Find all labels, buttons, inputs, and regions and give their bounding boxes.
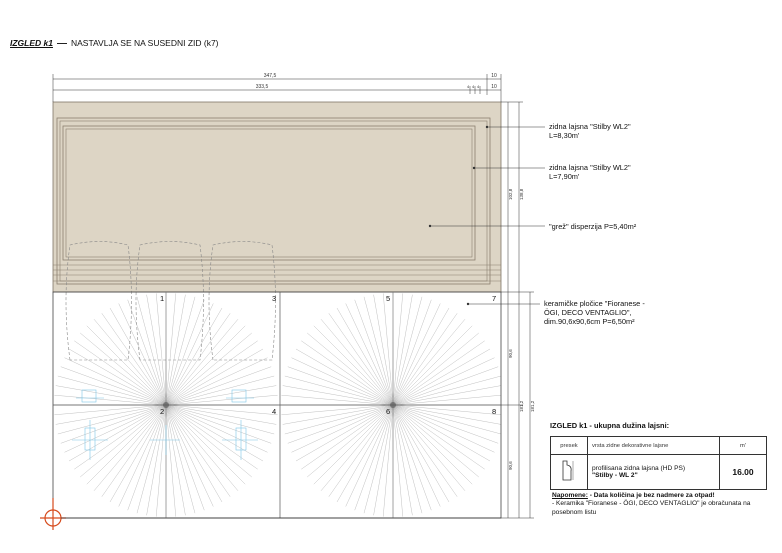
tile-number: 7: [492, 294, 497, 303]
tile-ray: [393, 405, 490, 461]
legend-col-section: presek: [551, 437, 588, 455]
tile-ray: [393, 405, 431, 510]
tile-ray: [393, 293, 403, 405]
tile-ray: [166, 300, 204, 405]
view-title-block: [10, 38, 219, 48]
annotation-line: L=8,30m': [549, 131, 580, 140]
top-dimension-lines: [53, 74, 501, 102]
tile-ray: [393, 405, 501, 415]
tile-ray: [355, 300, 393, 405]
tile-ray: [285, 376, 393, 405]
dim-small: 4: [467, 84, 470, 89]
tile-ray: [281, 405, 393, 415]
tile-ray: [166, 297, 195, 405]
tile-number: 1: [160, 294, 165, 303]
tile-ray: [156, 405, 166, 517]
tile-ray: [346, 304, 393, 406]
tile-ray: [58, 405, 166, 434]
tile-ray: [128, 300, 166, 405]
annotation-tiles: [544, 299, 645, 326]
tile-ray: [393, 405, 498, 443]
annotation-line: L=7,90m': [549, 172, 580, 181]
tile-ray: [288, 405, 393, 443]
tile-ray: [393, 405, 440, 507]
tile-number: 6: [386, 407, 391, 416]
origin-marker-icon: [40, 498, 66, 530]
tile-ray: [156, 293, 166, 405]
leader-dot: [467, 303, 469, 305]
continuation-note: NASTAVLJA SE NA SUSEDNI ZID (k7): [70, 38, 219, 48]
tile-ray: [393, 349, 490, 405]
tile-ray: [166, 405, 278, 415]
tile-ray: [364, 405, 393, 513]
tile-ray: [137, 405, 166, 513]
tile-ray: [58, 376, 166, 405]
tile-ray: [393, 395, 501, 405]
legend-title: IZGLED k1 - ukupna dužina lajsni:: [550, 421, 670, 430]
tile-ray: [65, 405, 167, 452]
legend-table: [550, 436, 767, 490]
notes-block: [552, 492, 767, 517]
annotation-line: zidna lajsna "Stilby WL2": [549, 163, 631, 172]
tile-ray: [281, 395, 393, 405]
tile-ray: [346, 405, 393, 507]
tile-number: 4: [272, 407, 277, 416]
annotation-line: "grež" disperzija P=5,40m²: [549, 222, 637, 231]
tile-ray: [383, 405, 393, 517]
tile-ray: [61, 405, 166, 443]
tile-ray: [393, 367, 498, 405]
annotation-outer-molding: [549, 122, 631, 140]
tile-ray: [364, 297, 393, 405]
dim-right-total: 138,8: [519, 188, 524, 200]
tile-ray: [166, 405, 268, 452]
tile-ray: [292, 358, 394, 405]
tile-ray: [166, 367, 271, 405]
dim-small: 4: [477, 84, 480, 89]
notes-line2: - Keramika "Fioranese - ÖGI, DECO VENTAGLIO" je obračunata na posebnom listu: [552, 500, 751, 516]
tile-ray: [393, 405, 501, 424]
tile-ray: [393, 405, 422, 513]
dim-top-inner: 333,5: [255, 84, 269, 90]
annotation-paint: [549, 222, 636, 231]
tile-ray: [393, 405, 495, 452]
tile-ray: [166, 395, 278, 405]
annotation-line: dim.90,6x90,6cm P=6,50m²: [544, 317, 635, 326]
tile-ray: [166, 405, 271, 443]
tile-ray: [166, 304, 213, 406]
legend-col-type: vrsta zidne dekorativne lajsne: [588, 437, 720, 455]
tile-number: 5: [386, 294, 391, 303]
dim-right-tile-1: 90,6: [508, 349, 513, 358]
notes-heading: Napomene:: [552, 492, 588, 499]
molding-type-line2: "Stilby - WL 2": [592, 472, 638, 479]
annotation-line: ÖGI, DECO VENTAGLIO",: [544, 308, 632, 317]
tile-ray: [166, 405, 195, 513]
legend-col-unit: m': [720, 437, 767, 455]
tile-ray: [137, 297, 166, 405]
tile-ray: [128, 405, 166, 510]
tile-ray: [288, 367, 393, 405]
tile-ray: [166, 405, 277, 434]
tile-ray: [166, 376, 274, 405]
tile-ray: [393, 358, 495, 405]
tile-ray: [383, 293, 393, 405]
molding-type-line1: profilisana zidna lajsna (HD PS): [592, 465, 686, 472]
painted-wall-area: [53, 102, 501, 292]
tile-ray: [54, 395, 166, 405]
dim-top-right-a: 10: [491, 73, 497, 79]
legend-header-row: [551, 437, 767, 455]
tile-ray: [393, 376, 501, 405]
tile-ray: [355, 405, 393, 510]
tile-ray: [54, 405, 166, 415]
tile-ray: [393, 405, 501, 434]
leader-dot: [429, 225, 431, 227]
notes-line1: - Data količina je bez nadmere za otpad!: [587, 492, 715, 499]
tile-ray: [393, 300, 431, 405]
dim-right-inner: 102,8: [508, 188, 513, 200]
right-dimension-lines: [501, 102, 534, 518]
view-title: IZGLED k1: [10, 38, 53, 48]
tile-ray: [393, 405, 403, 517]
molding-quantity: 16.00: [720, 455, 767, 490]
tile-ray: [61, 367, 166, 405]
tile-ray: [166, 293, 176, 405]
dim-right-total-lower-b: 181,2: [530, 400, 535, 412]
tile-ray: [393, 386, 501, 405]
dim-top-overall: 347,5: [263, 73, 277, 79]
tile-ray: [292, 405, 394, 452]
leader-dot: [486, 126, 488, 128]
annotation-line: keramičke pločice "Fioranese -: [544, 299, 645, 308]
title-dash: [57, 43, 67, 44]
tile-ray: [166, 405, 204, 510]
tile-number: 3: [272, 294, 277, 303]
dim-right-tile-2: 90,6: [508, 461, 513, 470]
tile-ray: [393, 297, 422, 405]
molding-profile-cell: [551, 455, 588, 490]
tile-ray: [166, 405, 213, 507]
molding-profile-icon: [557, 458, 581, 484]
tile-ray: [166, 405, 176, 517]
leader-dot: [473, 167, 475, 169]
tile-ray: [393, 304, 440, 406]
tile-ray: [119, 304, 166, 406]
tile-ray: [285, 405, 393, 434]
tile-number: 8: [492, 407, 497, 416]
tile-ray: [119, 405, 166, 507]
dim-small: 4: [472, 84, 475, 89]
tile-number: 2: [160, 407, 165, 416]
annotation-line: zidna lajsna "Stilby WL2": [549, 122, 631, 131]
annotation-inner-molding: [549, 163, 631, 181]
legend-data-row: [551, 455, 767, 490]
dim-top-right-b: 10: [491, 84, 497, 90]
dim-right-total-lower: 181,2: [519, 400, 524, 412]
molding-type-cell: [588, 455, 720, 490]
